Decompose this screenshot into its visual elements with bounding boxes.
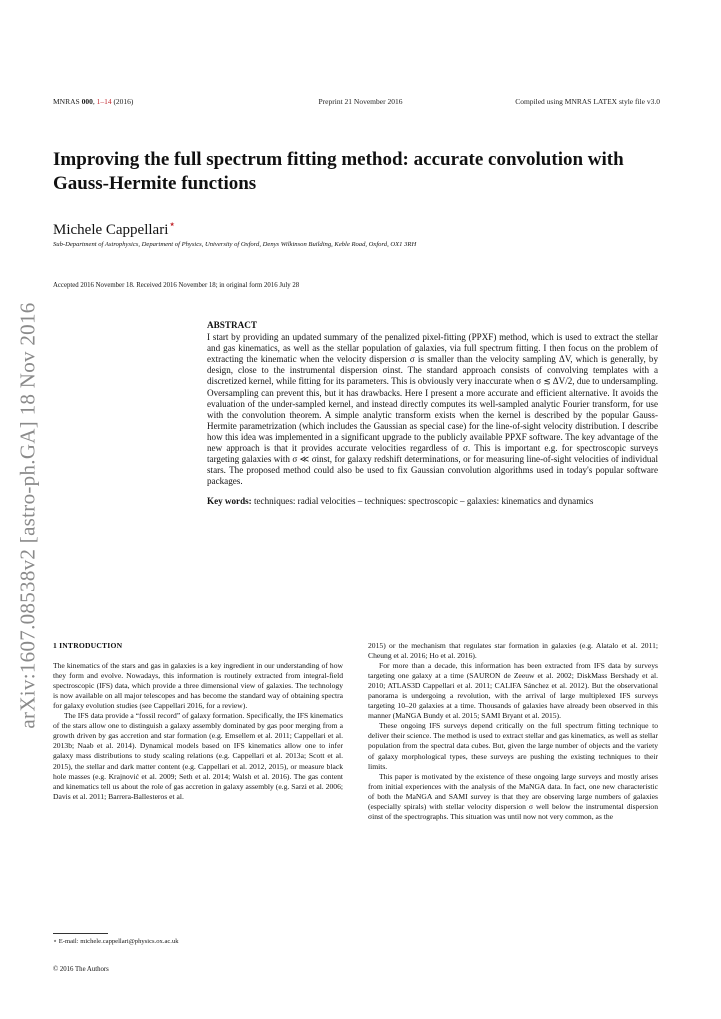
paragraph: The kinematics of the stars and gas in galaxies is a key ingredient in our understanding of how they form and evolve. Nowadays, this information is routinely extracted from integral-field spectroscopic (IFS) data, which provide a three dimensional view of galaxies. The technology is now available on all major telescopes and has become the standard way of obtaining spectra for galaxy evolution studies (see Cappellari 2016, for a review).: [53, 661, 343, 711]
compiled-note: Compiled using MNRAS LATEX style file v3.0: [515, 97, 660, 106]
arxiv-identifier[interactable]: arXiv:1607.08538v2 [astro-ph.GA] 18 Nov 2016: [15, 301, 40, 729]
abstract-block: [207, 320, 658, 508]
abstract-text: I start by providing an updated summary of the penalized pixel-fitting (PPXF) method, which is used to extract the stellar and gas kinematics, as well as the stellar population of galaxies, via full spectrum fitting. I then focus on the problem of extracting the kinematic when the velocity dispersion σ is smaller than the velocity sampling ΔV, which is generally, by design, close to the instrumental dispersion σinst. The standard approach consists of convolving templates with a discretized kernel, while fitting for its parameters. This is obviously very inaccurate when σ ≲ ΔV/2, due to undersampling. Oversampling can prevent this, but it has drawbacks. Here I present a more accurate and efficient alternative. It avoids the evaluation of the under-sampled kernel, and instead directly computes its well-sampled analytic Fourier transform, for use with the convolution theorem. A simple analytic transform exists when the kernel is described by the popular Gauss-Hermite parametrization (which includes the Gaussian as special case) for the line-of-sight velocity distribution. I describe how this idea was implemented in a significant upgrade to the publicly available PPXF software. The key advantage of the new approach is that it provides accurate velocities regardless of σ. This is important e.g. for spectroscopic surveys targeting galaxies with σ ≪ σinst, for galaxy redshift determinations, or for measuring line-of-sight velocities of individual stars. The proposed method could also be used to fix Gaussian convolution algorithms used in today's popular software packages.: [207, 332, 658, 487]
paper-title: Improving the full spectrum fitting method: accurate convolution with Gauss-Hermite functions: [53, 149, 624, 194]
paragraph: This paper is motivated by the existence of these ongoing large surveys and mostly arises from initial experiences with the analysis of the MaNGA data. In fact, one new characteristic of both the MaNGA and SAMI survey is that they are observing large numbers of galaxies (especially spirals) with stellar velocity dispersion σ well below the instrumental dispersion σinst of the spectrographs. This situation was until now not very common, as the: [368, 771, 658, 821]
author-name: Michele Cappellari: [53, 222, 169, 238]
submission-dates: Accepted 2016 November 18. Received 2016 November 18; in original form 2016 July 28: [53, 282, 300, 289]
author-line: [53, 217, 176, 239]
arxiv-stamp: [10, 280, 46, 750]
section-heading: 1 INTRODUCTION: [53, 641, 123, 650]
paragraph: The IFS data provide a “fossil record” of galaxy formation. Specifically, the IFS kinematics of the stars allow one to distinguish a galaxy assembly dominated by gas poor merging from a growth driven by gas accretion and star formation (e.g. Emsellem et al. 2011; Cappellari et al. 2013b; Naab et al. 2014). Dynamical models based on IFS kinematics allow one to infer galaxy mass distributions to study scaling relations (e.g. Cappellari et al. 2013a; Scott et al. 2015), the stellar and dark matter content (e.g. Cappellari et al. 2012, 2015), or measure black hole masses (e.g. Krajnović et al. 2009; Seth et al. 2014; Walsh et al. 2016). The gas content and kinematics tell us about the role of gas accretion in galaxy assembly (e.g. Sarzi et al. 2006; Davis et al. 2011; Barrera-Ballesteros et al.: [53, 711, 343, 801]
journal-reference: MNRAS 000, 1–14 (2016): [53, 97, 134, 106]
paragraph: For more than a decade, this information has been extracted from IFS data by surveys targeting one galaxy at a time (SAURON de Zeeuw et al. 2002; DiskMass Bershady et al. 2010; ATLAS3D Cappellari et al. 2011; CALIFA Sánchez et al. 2012). But the observational panorama is undergoing a revolution, with the arrival of large multiplexed IFS surveys targeting 10–20 galaxies at a time. Thousands of galaxies have already been observed in this manner (MaNGA Bundy et al. 2015; SAMI Bryant et al. 2015).: [368, 661, 658, 721]
abstract-heading: ABSTRACT: [207, 320, 258, 330]
page-range-link[interactable]: 1–14: [96, 97, 112, 106]
journal-volume: 000: [81, 97, 93, 106]
paragraph: 2015) or the mechanism that regulates star formation in galaxies (e.g. Alatalo et al. 2011; Cheung et al. 2016; Ho et al. 2016).: [368, 641, 658, 661]
copyright-notice: © 2016 The Authors: [53, 966, 109, 973]
column-right: [368, 641, 658, 822]
preprint-date: Preprint 21 November 2016: [318, 97, 403, 106]
keywords-line: [207, 496, 658, 507]
author-footnote-mark[interactable]: ⋆: [168, 217, 176, 231]
author-email-footnote: ⋆ E-mail: michele.cappellari@physics.ox.ac.uk: [53, 938, 179, 945]
affiliation: Sub-Department of Astrophysics, Department of Physics, University of Oxford, Denys Wilkinson Building, Keble Road, Oxford, OX1 3RH: [53, 241, 417, 248]
paragraph: These ongoing IFS surveys depend critically on the full spectrum fitting technique to deliver their science. The method is used to extract stellar and gas kinematics, as well as stellar population from the spectral data cubes. But, given the large number of objects and the variety of galaxy morphological types, these surveys are pushing the existing techniques to their limits.: [368, 721, 658, 771]
column-left: [53, 641, 343, 802]
keywords-text: techniques: radial velocities – techniques: spectroscopic – galaxies: kinematics and dynamics: [251, 496, 594, 507]
footnote-rule: [53, 933, 108, 934]
keywords-label: Key words:: [207, 496, 252, 507]
